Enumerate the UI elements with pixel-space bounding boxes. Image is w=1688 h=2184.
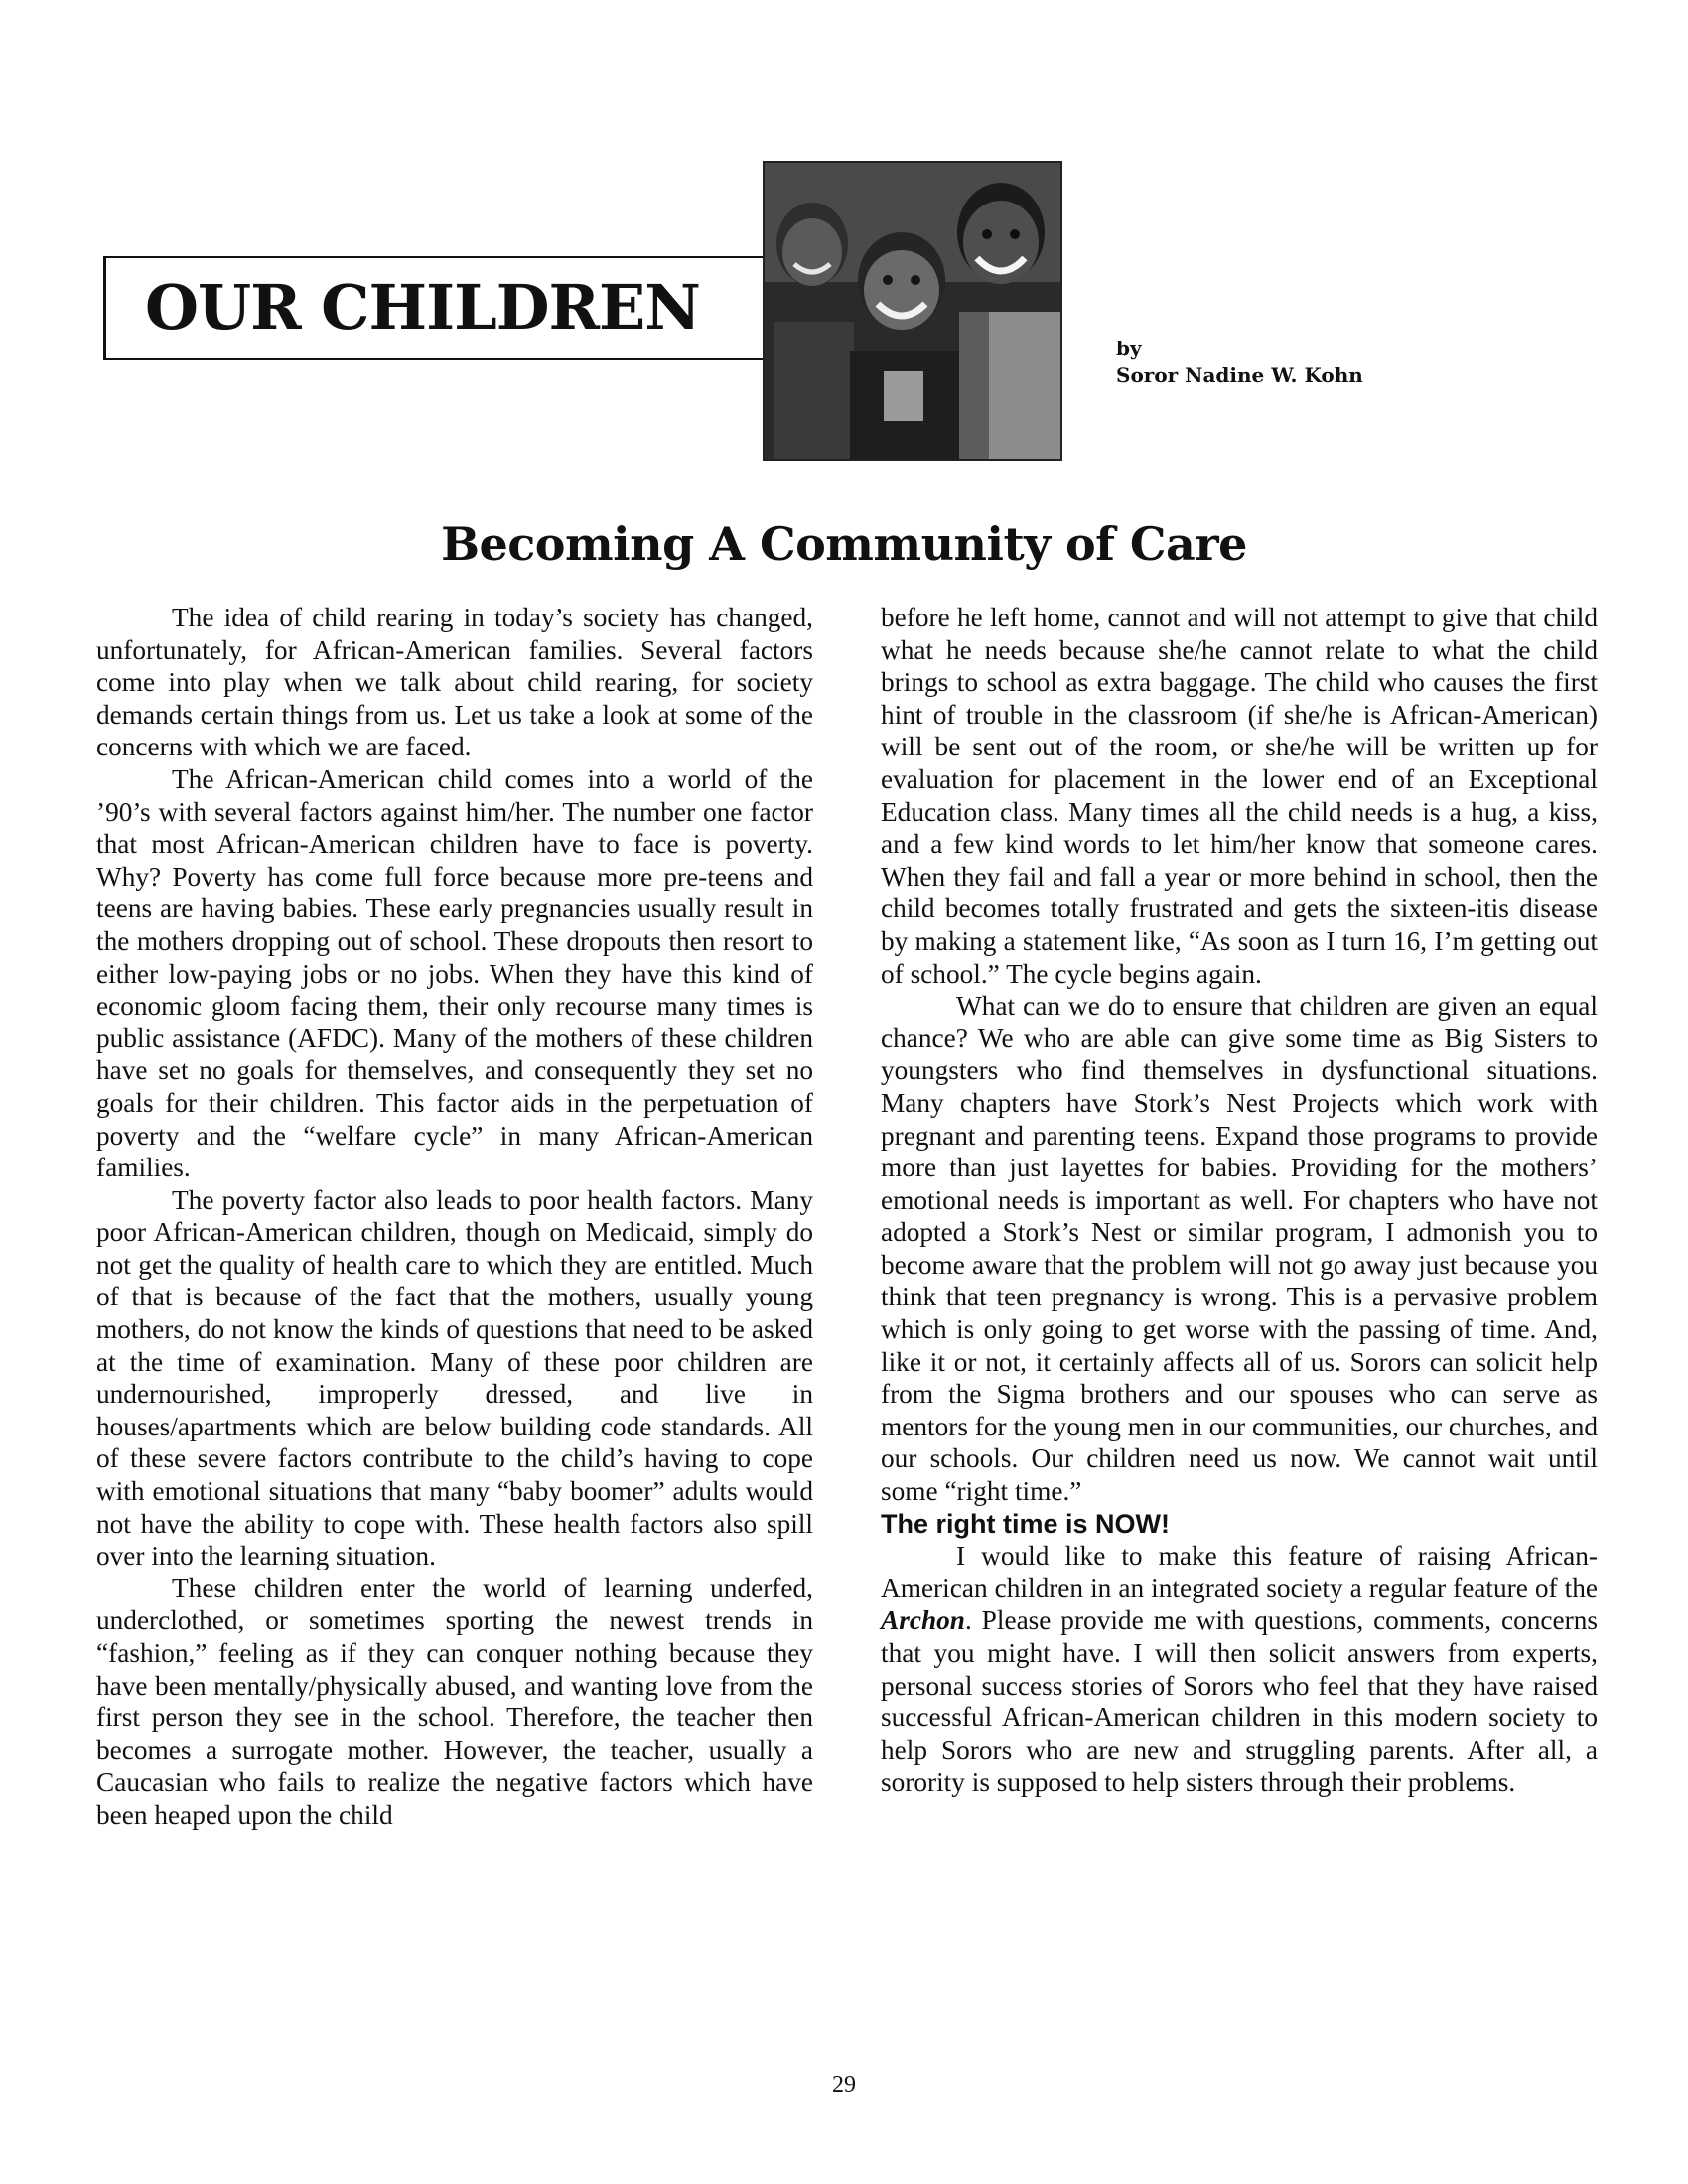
byline-by: by [1116,337,1142,360]
article-paragraph [881,1540,1598,1799]
article-column-right [881,602,1598,1799]
article-headline: Becoming A Community of Care [441,517,1247,571]
children-photo [763,161,1062,461]
article-paragraph-continued: before he left home, cannot and will not attempt to give that child what he needs because she/he cannot relate to what the child brings to school as extra baggage. The child who causes the first hint of trouble in the classroom (if she/he is African-American) will be sent out of the room, or she/he will be written up for evaluation for placement in the lower end of an Exceptional Education class. Many times all the child needs is a hug, a kiss, and a few kind words to let him/her know that someone cares. When they fail and fall a year or more behind in school, then the child becomes totally frustrated and gets the sixteen-itis disease by making a statement like, “As soon as I turn 16, I’m getting out of school.” The cycle begins again. [881,603,1598,989]
article-paragraph: These children enter the world of learning underfed, underclothed, or sometimes sporting the newest trends in “fashion,” feeling as if they can conquer nothing because they have been mentally/physically abused, and wanting love from the first person they see in the school. Therefore, the teacher then becomes a surrogate mother. However, the teacher, usually a Caucasian who fails to realize the negative factors which have been heaped upon the child [96,1572,813,1830]
closing-paragraph-start: I would like to make this feature of raising African-American children in an integrated society a regular feature of the [881,1541,1598,1603]
magazine-name: Archon [881,1605,965,1636]
right-time-callout: The right time is NOW! [881,1508,1171,1539]
children-photo-illustration [765,163,1060,459]
page-number: 29 [832,2072,856,2098]
article-paragraph: The idea of child rearing in today’s society has changed, unfortunately, for African-American families. Several factors come into play when we talk about child rearing, for society demands certain things from us. Let us take a look at some of the concerns with which we are faced. [96,603,813,762]
article-emphasis-line [881,1508,1598,1541]
byline-author: Soror Nadine W. Kohn [1116,363,1363,387]
section-title: OUR CHILDREN [145,271,700,343]
closing-paragraph-end: . Please provide me with questions, comments, concerns that you might have. I will then solicit answers from experts, personal success stories of Sorors who feel that they have raised successful African-American children in this modern society to help Sorors who are new and struggling parents. After all, a sorority is supposed to help sisters through their problems. [881,1605,1598,1798]
article-paragraph: What can we do to ensure that children are given an equal chance? We who are able can give some time as Big Sisters to youngsters who find themselves in dysfunctional situations. Many chapters have Stork’s Nest Projects which work with pregnant and parenting teens. Expand those programs to provide more than just layettes for babies. Providing for the mothers’ emotional needs is important as well. For chapters who have not adopted a Stork’s Nest or similar program, I admonish you to become aware that the problem will not go away just because you think that teen pregnancy is wrong. This is a pervasive problem which is only going to get worse with the passing of time. And, like it or not, it certainly affects all of us. Sorors can solicit help from the Sigma brothers and our spouses who can serve as mentors for the young men in our communities, our churches, and our schools. Our children need us now. We cannot wait until some “right time.” [881,991,1598,1507]
article-paragraph: The African-American child comes into a world of the ’90’s with several factors against him/her. The number one factor that most African-American children have to face is poverty. Why? Poverty has come full force because more pre-teens and teens are having babies. These early pregnancies usually result in the mothers dropping out of school. These dropouts then resort to either low-paying jobs or no jobs. When they have this kind of economic gloom facing them, their only recourse many times is public assistance (AFDC). Many of the mothers of these children have set no goals for themselves, and consequently they set no goals for their children. This factor aids in the perpetuation of poverty and the “welfare cycle” in many African-American families. [96,763,813,1183]
byline [1116,336,1363,389]
article-paragraph: The poverty factor also leads to poor health factors. Many poor African-American children, though on Medicaid, simply do not get the quality of health care to which they are entitled. Much of that is because of the fact that the mothers, usually young mothers, do not know the kinds of questions that need to be asked at the time of examination. Many of these poor children are undernourished, improperly dressed, and live in houses/apartments which are below building code standards. All of these severe factors contribute to the child’s having to cope with emotional situations that many “baby boomer” adults would not have the ability to cope with. These health factors also spill over into the learning situation. [96,1184,813,1571]
article-column-left [96,602,813,1832]
